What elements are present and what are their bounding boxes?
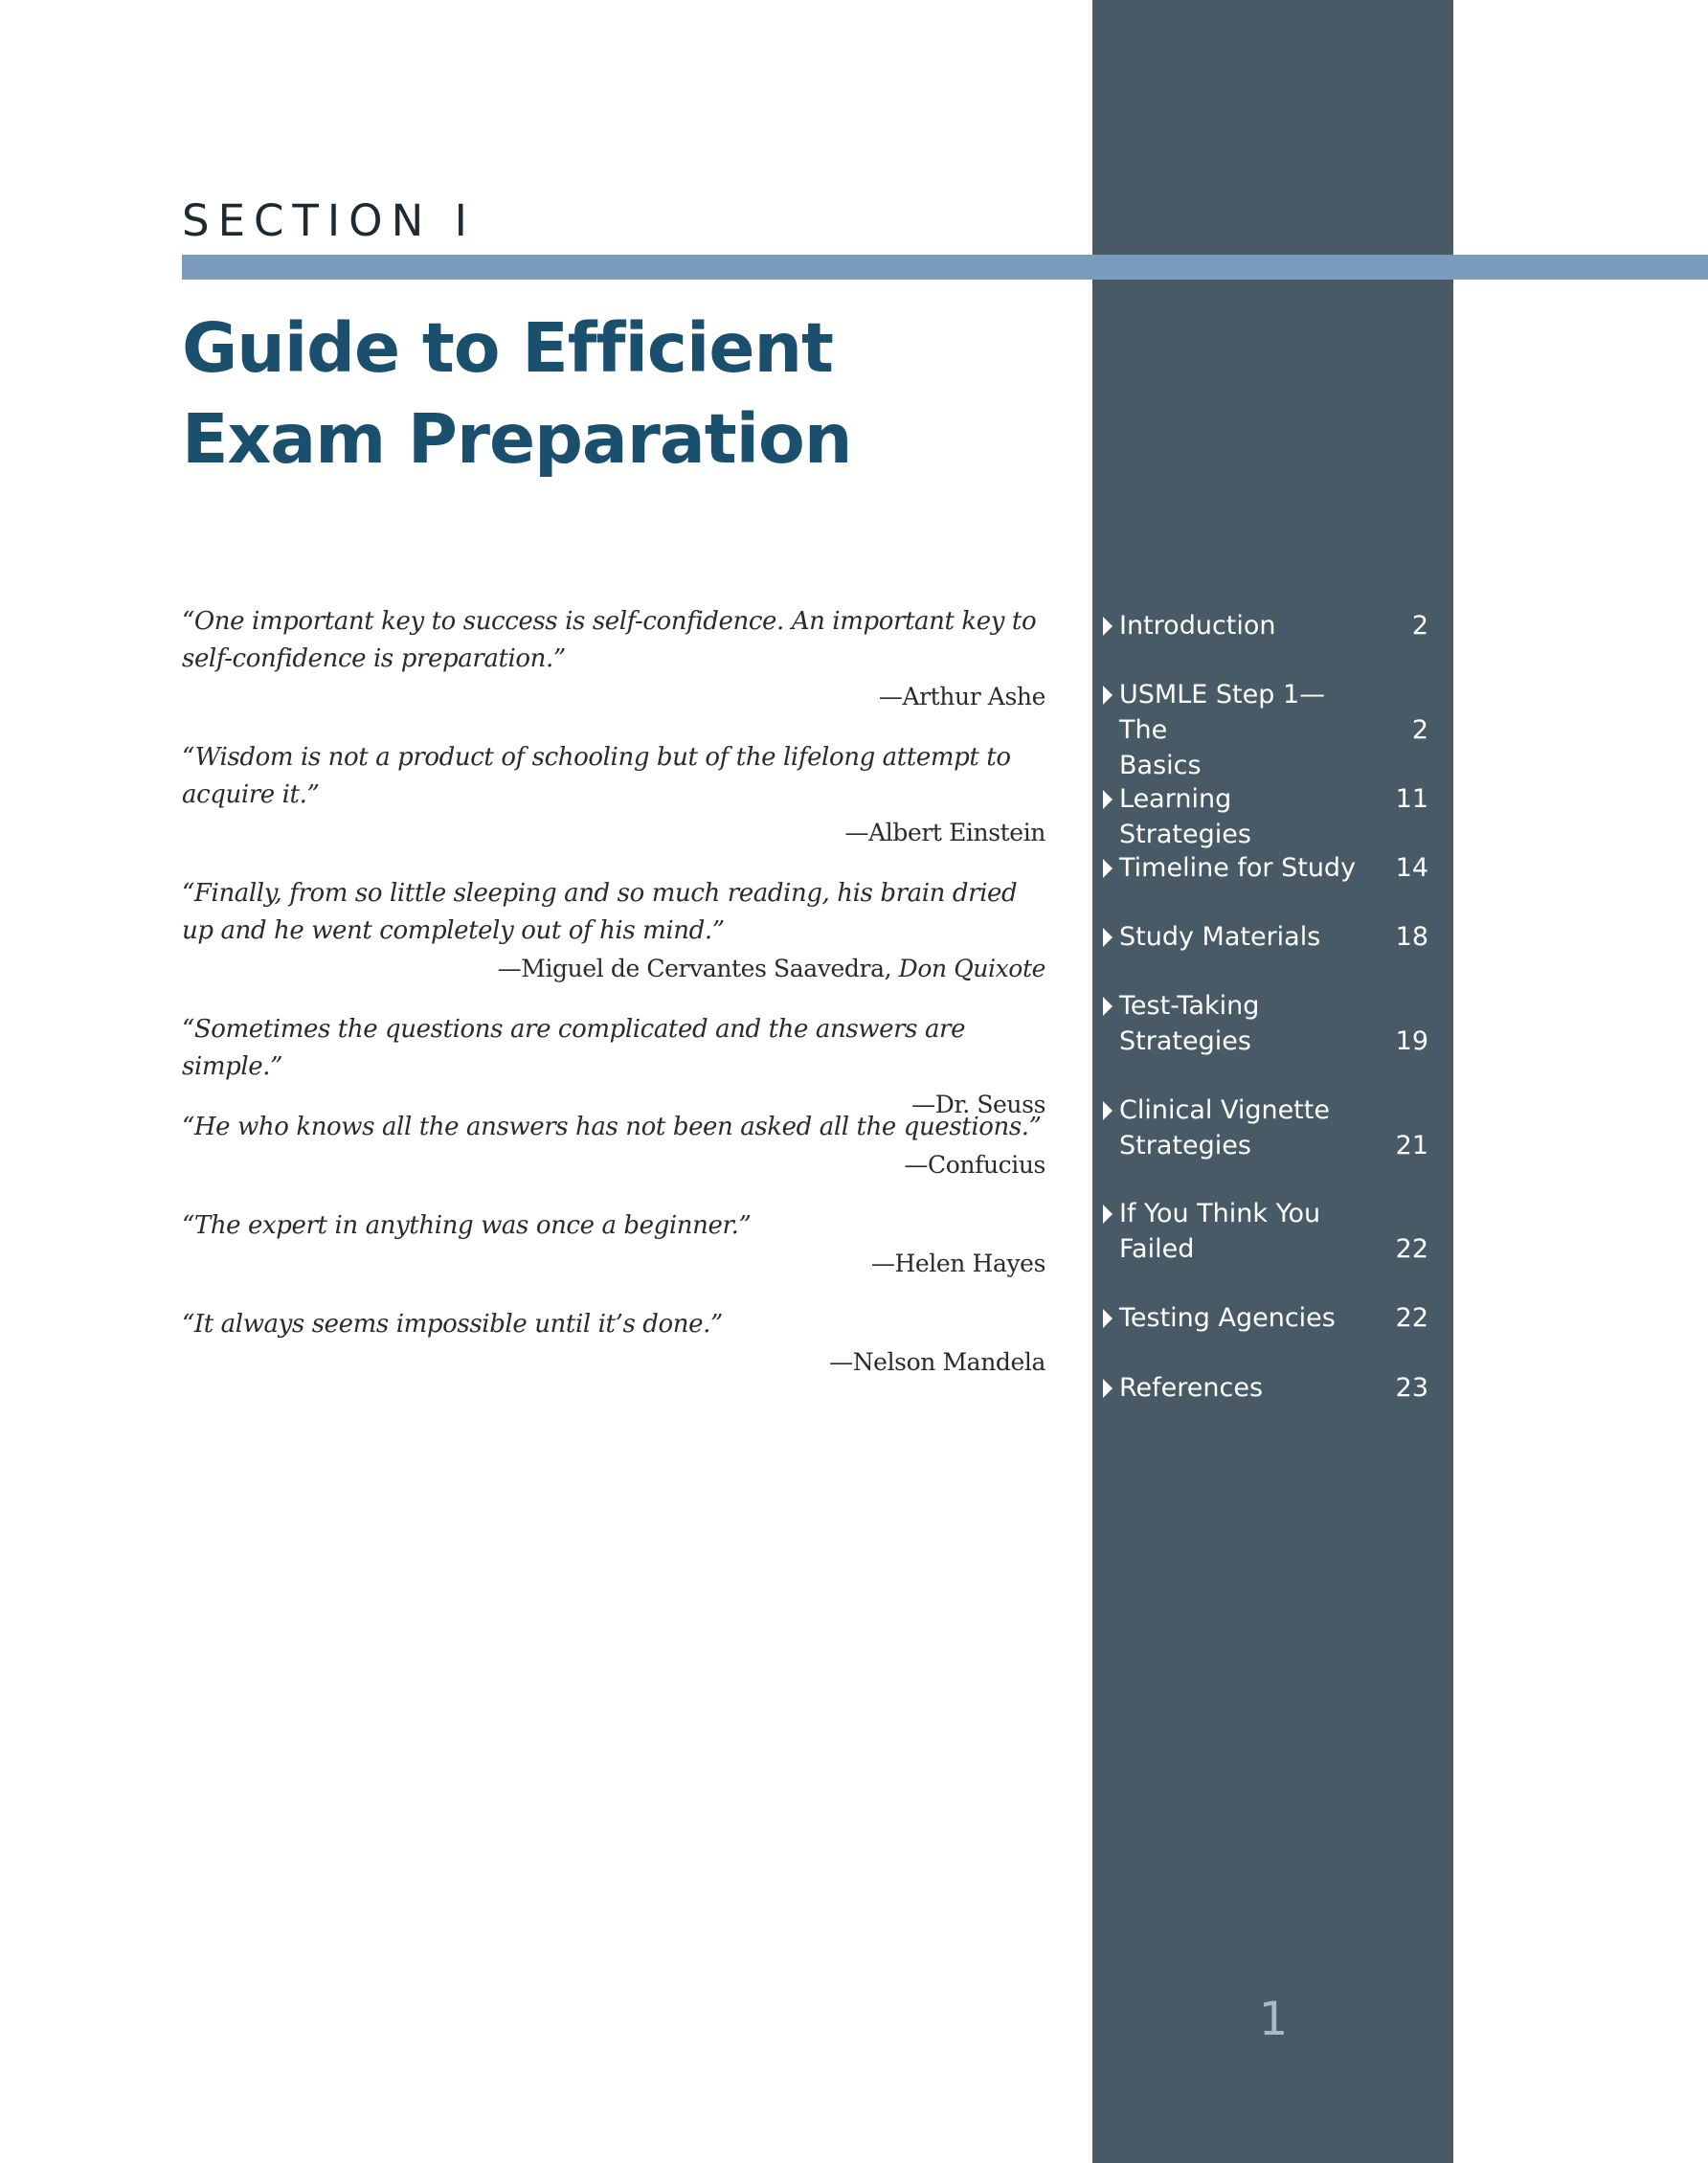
toc-item-label: Study Materials: [1119, 922, 1321, 952]
toc-item-label: Clinical Vignette Strategies: [1119, 1095, 1330, 1160]
toc-item-clinical-vignette-strategies[interactable]: [1103, 1093, 1428, 1163]
quote-attribution: —Arthur Ashe: [878, 683, 1045, 710]
toc-item-label: Timeline for Study: [1119, 853, 1357, 883]
quote-text: “Finally, from so little sleeping and so much reading, his brain dried up and he went completely out of his mind.”: [182, 879, 1018, 945]
quote-item: [182, 875, 1045, 987]
title-line-2: Exam Preparation: [182, 399, 852, 479]
toc-item-references[interactable]: [1103, 1370, 1428, 1406]
triangle-right-icon: [1103, 928, 1112, 947]
toc-item-introduction[interactable]: [1103, 608, 1428, 643]
triangle-right-icon: [1103, 790, 1112, 809]
quote-text: “It always seems impossible until it’s done.”: [182, 1310, 723, 1339]
toc-sidebar: [1092, 0, 1453, 2163]
section-rule: [182, 255, 1708, 280]
triangle-right-icon: [1103, 1309, 1112, 1328]
toc-item-usmle-step1-basics[interactable]: [1103, 677, 1428, 780]
title-line-1: Guide to Efficient: [182, 308, 833, 388]
section-label: SECTION I: [182, 195, 476, 246]
toc-item-page: 19: [1395, 1026, 1428, 1056]
triangle-right-icon: [1103, 1205, 1112, 1224]
toc-item-label: Introduction: [1119, 611, 1276, 641]
toc-item-testing-agencies[interactable]: [1103, 1300, 1428, 1336]
page-title: [182, 303, 851, 484]
quote-text: “The expert in anything was once a beginner.”: [182, 1211, 752, 1240]
toc-item-label: Test-Taking Strategies: [1119, 991, 1260, 1056]
quote-work-title: Don Quixote: [898, 955, 1045, 982]
toc-item-if-you-think-you-failed[interactable]: [1103, 1196, 1428, 1267]
toc-item-label: If You Think You Failed: [1119, 1199, 1321, 1264]
toc-item-page: 11: [1395, 784, 1428, 814]
quote-attribution: [182, 950, 1045, 987]
quote-attribution: —Dr. Seuss: [911, 1091, 1045, 1118]
quote-attribution: —Confucius: [904, 1151, 1045, 1179]
toc-item-learning-strategies[interactable]: [1103, 781, 1428, 849]
page-number: 1: [1258, 1993, 1289, 2046]
quote-author: —Miguel de Cervantes Saavedra,: [497, 955, 892, 982]
toc-item-label: Testing Agencies: [1119, 1303, 1336, 1333]
quote-text: “Wisdom is not a product of schooling but of the lifelong attempt to acquire it.”: [182, 743, 1011, 809]
quote-item: [182, 739, 1045, 851]
triangle-right-icon: [1103, 1101, 1112, 1120]
toc-item-test-taking-strategies[interactable]: [1103, 988, 1428, 1059]
quote-item: [182, 1011, 1045, 1123]
triangle-right-icon: [1103, 617, 1112, 636]
quote-text: “Sometimes the questions are complicated and the answers are simple.”: [182, 1015, 966, 1081]
toc-item-label: Learning Strategies: [1119, 784, 1251, 849]
toc-item-page: 18: [1395, 922, 1428, 952]
quote-attribution: —Helen Hayes: [870, 1250, 1045, 1277]
toc-item-label: References: [1119, 1373, 1264, 1403]
toc-item-page: 23: [1395, 1373, 1428, 1403]
toc-item-page: 21: [1395, 1131, 1428, 1160]
toc-item-page: 14: [1395, 853, 1428, 883]
toc-item-study-materials[interactable]: [1103, 919, 1428, 955]
quote-item: [182, 1109, 1045, 1183]
toc-item-label: USMLE Step 1—The Basics: [1119, 680, 1326, 780]
quote-attribution: —Nelson Mandela: [829, 1348, 1045, 1376]
quote-item: [182, 603, 1045, 715]
triangle-right-icon: [1103, 997, 1112, 1016]
triangle-right-icon: [1103, 686, 1112, 705]
quote-text: “One important key to success is self-confidence. An important key to self-confidence is preparation.”: [182, 607, 1037, 673]
quote-item: [182, 1306, 1045, 1381]
toc-item-page: 22: [1395, 1234, 1428, 1264]
toc-item-page: 2: [1411, 715, 1428, 745]
triangle-right-icon: [1103, 859, 1112, 878]
triangle-right-icon: [1103, 1379, 1112, 1398]
toc-item-page: 22: [1395, 1303, 1428, 1333]
quote-item: [182, 1207, 1045, 1282]
toc-item-page: 2: [1411, 611, 1428, 641]
quote-attribution: —Albert Einstein: [844, 819, 1045, 846]
quote-text: “He who knows all the answers has not been asked all the questions.”: [182, 1113, 1042, 1141]
toc-item-timeline-for-study[interactable]: [1103, 850, 1428, 886]
